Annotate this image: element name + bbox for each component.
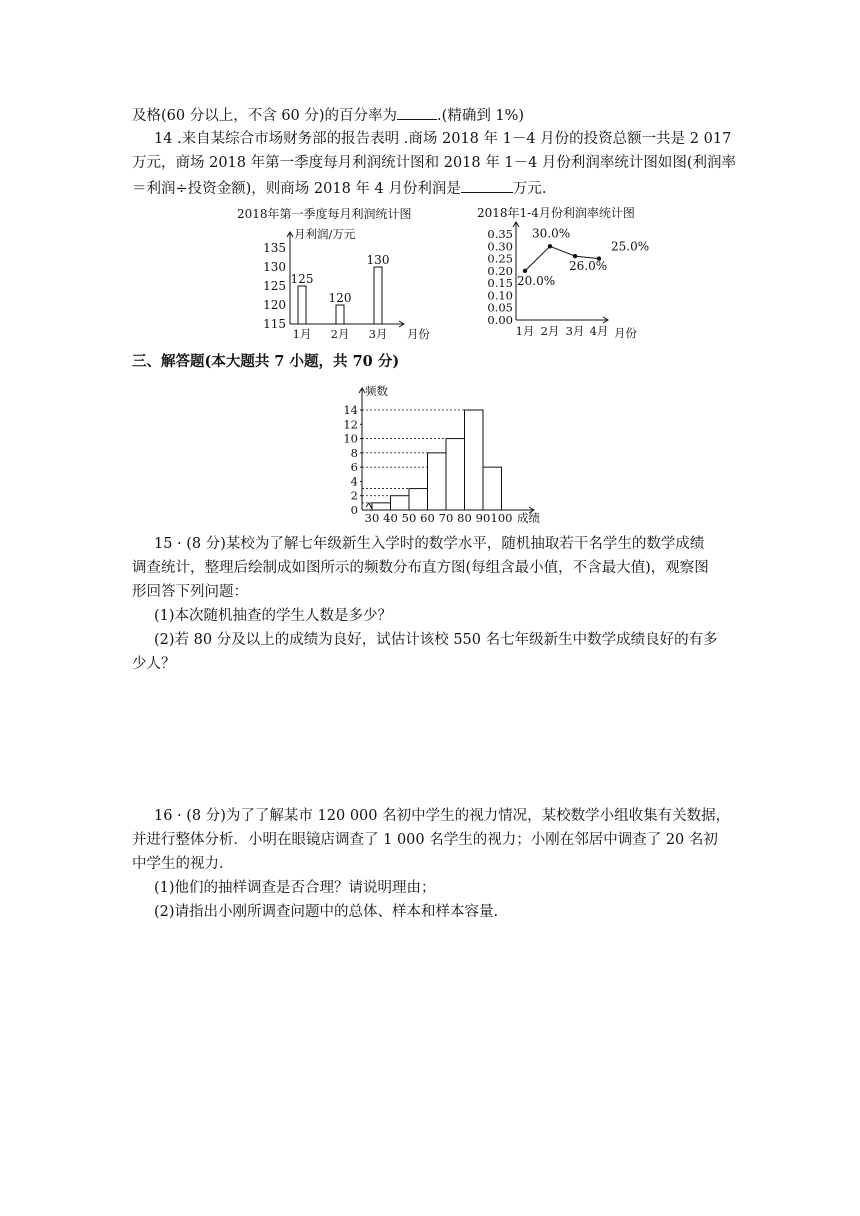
chart2-point: [548, 244, 552, 248]
chart2-xlabel: 月份: [614, 326, 637, 340]
chart3-xtick-label: 40: [383, 511, 398, 525]
q14-text-after: 万元.: [512, 181, 547, 197]
chart3-xtick-label: 50: [401, 511, 417, 525]
chart1-xtick-label: 2月: [330, 327, 350, 341]
chart3-ytick-label: 0: [350, 503, 358, 517]
q16-line-3: 中学生的视力．: [132, 856, 234, 872]
chart3-ytick-label: 12: [343, 417, 358, 432]
q16-sub-1: (1)他们的抽样调查是否合理？请说明理由；: [154, 880, 436, 896]
q15-line-2: 调查统计，整理后绘制成如图所示的频数分布直方图(每组含最小值，不含最大值)，观察图: [132, 560, 709, 576]
chart1-xtick-label: 3月: [368, 327, 388, 341]
chart3-ytick-label: 14: [343, 403, 358, 417]
chart3-xtick-label: 90: [475, 511, 491, 525]
chart3-ytick-label: 10: [343, 431, 358, 446]
chart2-ytick-label: 0.00: [487, 313, 513, 327]
chart2-data-label: 26.0%: [569, 259, 608, 274]
q14-line-3: [132, 177, 546, 199]
chart3-bar: [483, 467, 502, 510]
chart3-bar: [446, 439, 465, 510]
chart2-xtick-label: 3月: [565, 324, 585, 338]
q14-line-2: 万元，商场 2018 年第一季度每月利润统计图和 2018 年 1－4 月份利润率统计图如图(利润率: [132, 155, 737, 171]
chart2-title: 2018年1-4月份利润率统计图: [477, 206, 635, 220]
q13-tail-line: [132, 104, 524, 126]
profit-bar-chart: [232, 200, 442, 350]
profit-rate-line-chart: [472, 200, 672, 350]
chart1-bar: [374, 267, 382, 324]
chart2-ytick-label: 0.10: [487, 288, 513, 303]
chart2-ytick-label: 0.25: [487, 251, 513, 266]
chart1-data-label: 120: [328, 291, 352, 305]
chart2-ytick-label: 0.20: [487, 263, 513, 278]
chart3-bar: [409, 489, 428, 510]
q15-sub-2: (2)若 80 分及以上的成绩为良好，试估计该校 550 名七年级新生中数学成绩良好的有多: [154, 632, 718, 648]
section-3-title: 三、解答题(本大题共 7 小题，共 70 分): [132, 353, 400, 370]
chart2-xtick-label: 1月: [515, 324, 535, 338]
chart1-bar: [336, 305, 344, 324]
chart3-xtick-label: 70: [438, 511, 454, 525]
chart3-ytick-label: 4: [350, 474, 358, 489]
chart1-ytick-label: 130: [263, 260, 286, 274]
chart3-bar: [391, 496, 410, 510]
q13-text-before: 及格(60 分以上，不含 60 分)的百分率为: [132, 108, 398, 124]
q14-line-1: 14 .来自某综合市场财务部的报告表明 .商场 2018 年 1－4 月份的投资总额一共是 2 017: [154, 131, 732, 147]
chart2-xtick-label: 4月: [589, 324, 609, 338]
chart1-ytick-label: 120: [263, 298, 286, 312]
score-histogram: [335, 380, 565, 528]
q16-line-2: 并进行整体分析．小明在眼镜店调查了 1 000 名学生的视力；小刚在邻居中调查了 20 名初: [132, 832, 718, 848]
chart3-ylabel: 频数: [365, 384, 388, 398]
chart3-ytick-label: 2: [350, 488, 358, 503]
chart2-ytick-label: 0.35: [487, 227, 513, 241]
q13-text-after: .(精确到 1%): [437, 108, 525, 124]
chart1-bar: [298, 286, 306, 324]
chart1-ytick-label: 135: [263, 241, 286, 255]
chart1-xtick-label: 1月: [292, 327, 312, 341]
q15-sub-2-cont: 少人？: [132, 656, 176, 672]
q14-answer-blank[interactable]: [461, 177, 513, 193]
chart2-data-label: 20.0%: [517, 273, 556, 288]
chart2-ytick-label: 0.05: [487, 300, 513, 315]
chart2-xtick-label: 2月: [540, 324, 560, 338]
chart2-point: [573, 254, 577, 258]
chart3-bar: [428, 453, 447, 510]
chart2-data-label: 25.0%: [611, 239, 650, 254]
chart2-ytick-label: 0.30: [487, 239, 513, 254]
chart1-ytick-label: 125: [263, 279, 286, 293]
chart3-xlabel: 成绩: [517, 511, 540, 525]
chart1-data-label: 125: [290, 272, 314, 286]
chart3-xtick-label: 100: [490, 511, 513, 525]
q15-line-1: 15 · (8 分)某校为了解七年级新生入学时的数学水平，随机抽取若干名学生的数学成绩: [154, 536, 705, 552]
q16-sub-2: (2)请指出小刚所调查问题中的总体、样本和样本容量.: [154, 904, 499, 920]
chart1-xlabel: 月份: [407, 327, 430, 341]
chart1-title: 2018年第一季度每月利润统计图: [237, 207, 412, 221]
chart2-point: [523, 269, 527, 273]
chart2-ytick-label: 0.15: [487, 276, 513, 291]
chart1-ylabel: 月利润/万元: [294, 227, 356, 241]
chart3-xtick-label: 30: [364, 511, 380, 525]
chart1-data-label: 130: [366, 253, 390, 267]
chart2-data-label: 30.0%: [532, 226, 571, 241]
chart3-bar: [465, 410, 484, 510]
q16-line-1: 16 · (8 分)为了了解某市 120 000 名初中学生的视力情况，某校数学小组收集有关数据，: [154, 808, 731, 824]
q13-answer-blank[interactable]: [397, 104, 437, 120]
chart3-bar: [372, 503, 391, 510]
chart3-xtick-label: 60: [420, 511, 435, 525]
q14-text-before: ＝利润÷投资金额)，则商场 2018 年 4 月份利润是: [132, 181, 461, 197]
chart1-ytick-label: 115: [263, 317, 286, 331]
chart3-ytick-label: 6: [350, 460, 358, 475]
q15-sub-1: (1)本次随机抽查的学生人数是多少？: [154, 608, 393, 624]
chart3-ytick-label: 8: [350, 445, 358, 460]
q15-line-3: 形回答下列问题：: [132, 584, 248, 600]
chart3-xtick-label: 80: [457, 511, 472, 525]
